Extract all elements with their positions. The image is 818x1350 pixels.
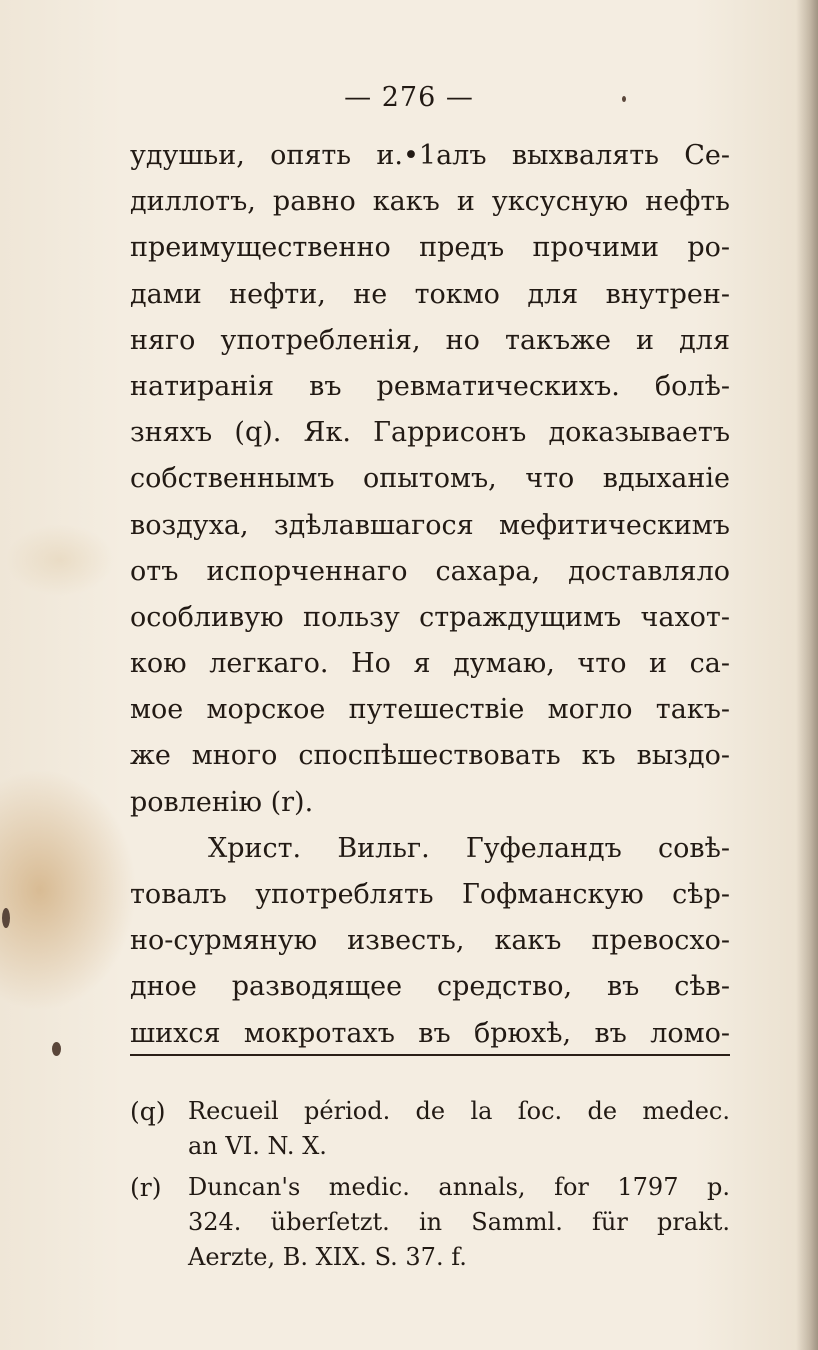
text-line: удушьи, опять и.•1алъ выхвалять Се- <box>130 140 730 171</box>
footnote-q <box>130 1094 730 1164</box>
paragraph-start-line: Христ. Вильг. Гуфеландъ совѣ- <box>208 832 730 864</box>
footnote-line: Aerzte, B. XIX. S. 37. f. <box>188 1243 467 1271</box>
text-line: собственнымъ опытомъ, что вдыханіе <box>130 463 730 495</box>
footnote-line: Recueil périod. de la ſoc. de medec. <box>188 1097 730 1125</box>
text-line: же много споспѣшествовать къ выздо- <box>130 740 730 772</box>
footnote-r <box>130 1170 730 1275</box>
text-line: но-сурмяную известь, какъ превосхо- <box>130 925 730 957</box>
text-line: воздуха, здѣлавшагося мефитическимъ <box>130 509 730 541</box>
text-line: преимущественно предъ прочими ро- <box>130 232 730 264</box>
footnote-text <box>188 1170 730 1275</box>
footnote-mark: (q) <box>130 1097 166 1126</box>
page-edge-shadow <box>796 0 818 1350</box>
text-line: товалъ употреблять Гофманскую сѣр- <box>130 879 730 910</box>
text-line: натиранія въ ревматическихъ. болѣ- <box>130 370 730 402</box>
text-line: зняхъ (q). Як. Гаррисонъ доказываетъ <box>130 417 730 449</box>
text-line: дами нефти, не токмо для внутрен- <box>130 278 730 310</box>
page-number: — 276 — <box>344 82 474 113</box>
ink-speck <box>2 908 10 928</box>
text-line: кою легкаго. Но я думаю, что и са- <box>130 648 730 680</box>
text-line: дное разводящее средство, въ сѣв- <box>130 971 730 1003</box>
footnote-text <box>188 1094 730 1164</box>
footnotes <box>130 1094 730 1281</box>
ink-speck <box>52 1042 61 1056</box>
text-line: мое морское путешествіе могло такъ- <box>130 694 730 726</box>
main-text <box>130 133 730 1057</box>
footnote-line: an VI. N. X. <box>188 1132 327 1160</box>
footnote-mark: (r) <box>130 1173 162 1202</box>
text-line: отъ испорченнаго сахара, доставляло <box>130 555 730 587</box>
footnote-line: Duncan's medic. annals, for 1797 p. <box>188 1173 730 1201</box>
paragraph-end-line: ровленію (r). <box>130 786 314 818</box>
text-line: особливую пользу страждущимъ чахот- <box>130 601 730 633</box>
footnote-line: 324. überſetzt. in Samml. für prakt. <box>188 1208 730 1236</box>
footnote-divider <box>130 1054 730 1056</box>
text-line: няго употребленія, но такъже и для <box>130 324 730 356</box>
text-line: шихся мокротахъ въ брюхѣ, въ ломо- <box>130 1017 730 1049</box>
text-line: диллотъ, равно какъ и уксусную нефть <box>130 186 730 218</box>
